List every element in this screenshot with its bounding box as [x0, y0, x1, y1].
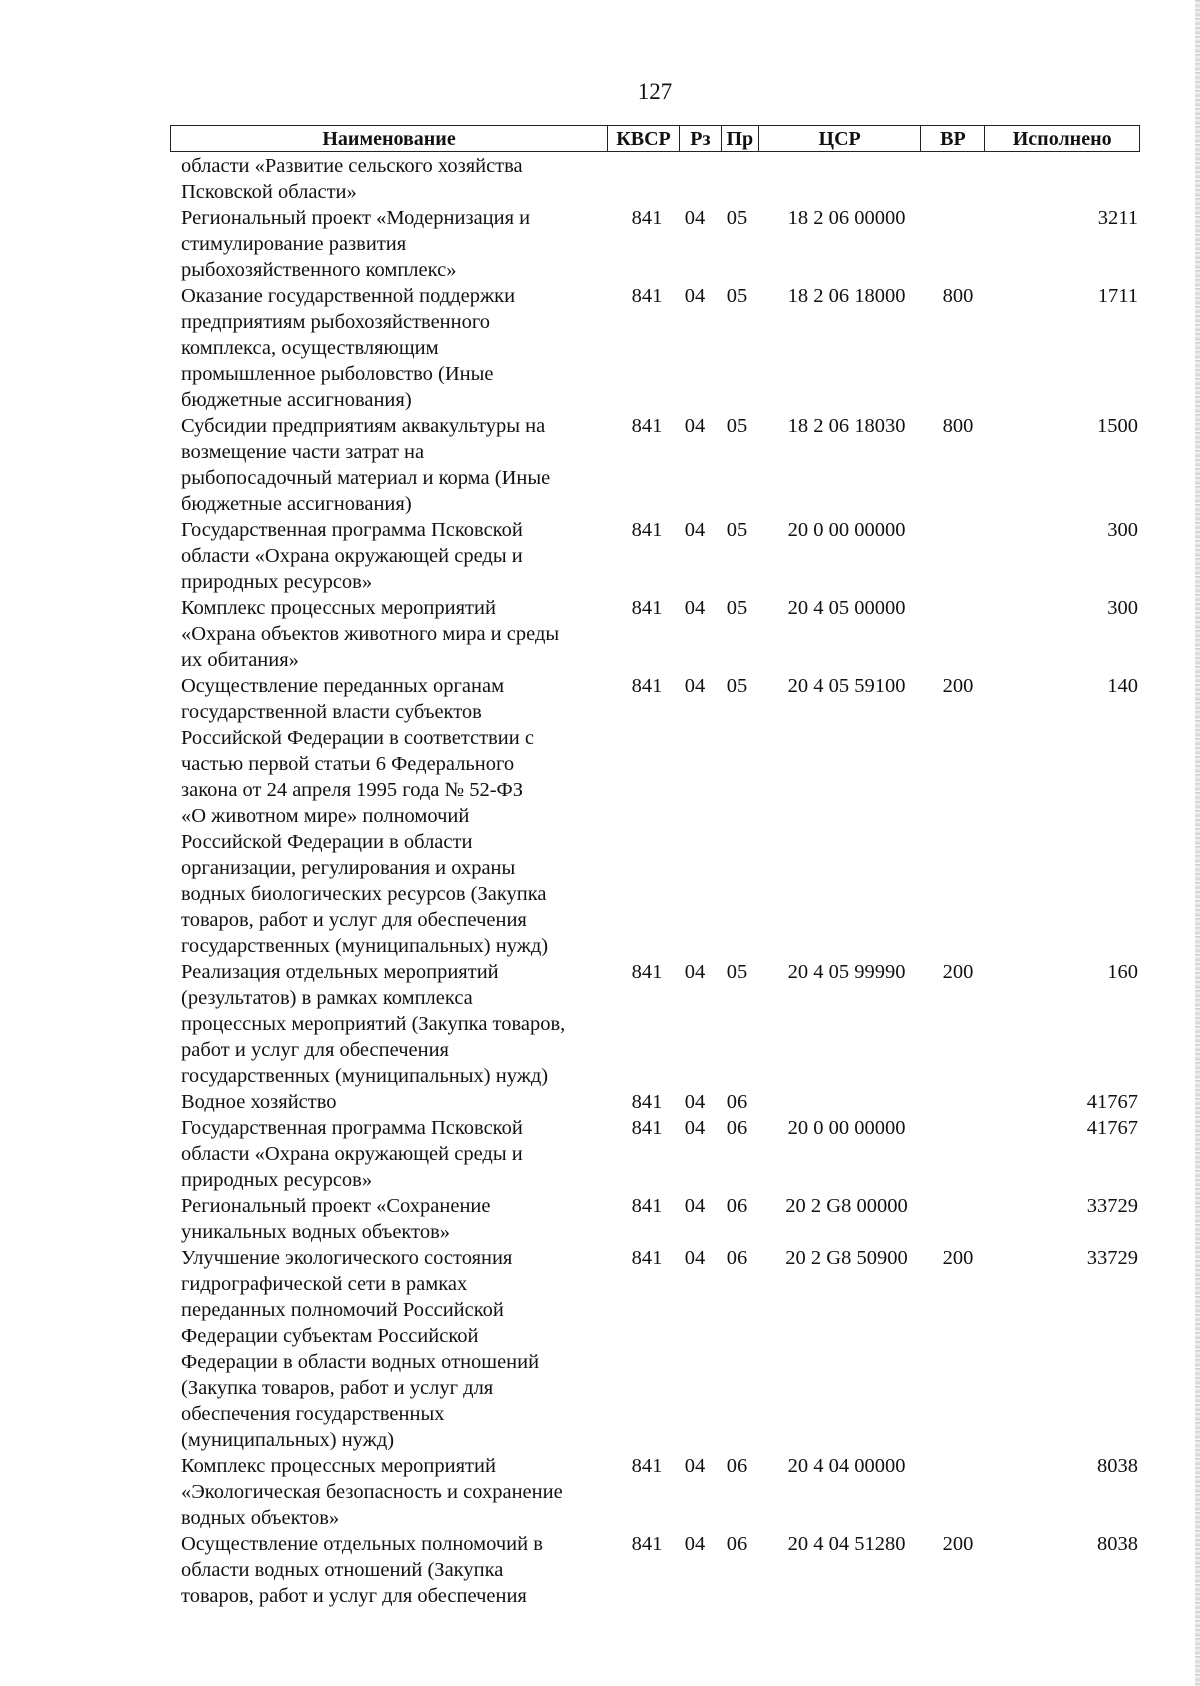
row-name-line: Субсидии предприятиям аквакультуры на [181, 415, 546, 437]
row-name-line: (муниципальных) нужд) [181, 1429, 395, 1451]
row-rz: 04 [684, 285, 706, 307]
row-csr: 20 0 00 00000 [787, 1117, 906, 1139]
row-name-line: уникальных водных объектов» [181, 1221, 450, 1243]
row-kvsr: 841 [631, 285, 663, 307]
row-rz: 04 [684, 1091, 706, 1113]
row-isp: 33729 [1086, 1195, 1138, 1217]
row-name [181, 205, 591, 283]
row-name-line: Осуществление отдельных полномочий в [181, 1533, 543, 1555]
table-row [181, 673, 1141, 959]
row-kvsr: 841 [631, 597, 663, 619]
row-name [181, 673, 591, 959]
row-name-line: Федерации субъектам Российской [181, 1325, 479, 1347]
row-vr [928, 1453, 988, 1531]
row-name-line: государственных (муниципальных) нужд) [181, 935, 549, 957]
row-vr [928, 1193, 988, 1245]
row-pr: 06 [726, 1091, 748, 1113]
row-csr: 20 2 G8 00000 [785, 1195, 908, 1217]
row-pr [715, 153, 759, 205]
table-row [181, 283, 1141, 413]
row-name-line: Оказание государственной поддержки [181, 285, 516, 307]
row-isp: 300 [1107, 597, 1138, 619]
row-name-line: (результатов) в рамках комплекса [181, 987, 473, 1009]
row-name-line: гидрографической сети в рамках [181, 1273, 468, 1295]
table-body [181, 153, 1141, 1609]
row-isp: 1711 [1097, 285, 1138, 307]
row-name-line: рыбохозяйственного комплекс» [181, 259, 457, 281]
row-name-line: Комплекс процессных мероприятий [181, 597, 496, 619]
row-pr: 05 [726, 285, 748, 307]
row-name-line: Водное хозяйство [181, 1091, 337, 1113]
row-vr: 200 [942, 1533, 974, 1555]
row-kvsr: 841 [631, 1091, 663, 1113]
header-kvsr: КВСР [608, 126, 680, 151]
row-csr: 20 4 05 99990 [787, 961, 906, 983]
row-isp: 3211 [1097, 207, 1138, 229]
row-kvsr: 841 [631, 207, 663, 229]
row-rz: 04 [684, 1455, 706, 1477]
table-row [181, 517, 1141, 595]
row-csr: 20 4 05 00000 [787, 597, 906, 619]
row-name-line: Псковской области» [181, 181, 357, 203]
row-csr: 18 2 06 18000 [787, 285, 906, 307]
row-name [181, 1245, 591, 1453]
row-name-line: (Закупка товаров, работ и услуг для [181, 1377, 494, 1399]
row-pr: 06 [726, 1455, 748, 1477]
row-csr: 18 2 06 18030 [787, 415, 906, 437]
row-name-line: переданных полномочий Российской [181, 1299, 504, 1321]
table-row [181, 1453, 1141, 1531]
row-name-line: государственных (муниципальных) нужд) [181, 1065, 549, 1087]
row-name-line: водных биологических ресурсов (Закупка [181, 883, 547, 905]
row-name-line: работ и услуг для обеспечения [181, 1039, 449, 1061]
row-csr: 20 2 G8 50900 [785, 1247, 908, 1269]
row-name [181, 959, 591, 1089]
header-ispolneno: Исполнено [1012, 128, 1112, 150]
row-kvsr: 841 [631, 415, 663, 437]
row-vr: 200 [942, 675, 974, 697]
header-vr: ВР [921, 126, 985, 151]
row-name [181, 153, 591, 205]
row-vr [928, 205, 988, 283]
row-csr: 18 2 06 00000 [787, 207, 906, 229]
row-pr: 05 [726, 519, 748, 541]
row-kvsr: 841 [631, 961, 663, 983]
row-name-line: процессных мероприятий (Закупка товаров, [181, 1013, 566, 1035]
row-name-line: Комплекс процессных мероприятий [181, 1455, 496, 1477]
row-name-line: Региональный проект «Сохранение [181, 1195, 491, 1217]
row-csr: 20 4 05 59100 [787, 675, 906, 697]
row-name-line: промышленное рыболовство (Иные [181, 363, 494, 385]
row-rz: 04 [684, 1247, 706, 1269]
row-isp: 1500 [1097, 415, 1138, 437]
row-name-line: товаров, работ и услуг для обеспечения [181, 1585, 527, 1607]
row-isp: 8038 [1097, 1455, 1138, 1477]
table-row [181, 413, 1141, 517]
row-pr: 06 [726, 1117, 748, 1139]
row-vr: 800 [942, 415, 974, 437]
header-rz: Рз [680, 126, 722, 151]
row-vr: 200 [942, 1247, 974, 1269]
row-vr [928, 1115, 988, 1193]
row-name-line: Российской Федерации в области [181, 831, 473, 853]
row-name-line: области «Охрана окружающей среды и [181, 545, 523, 567]
row-vr [928, 153, 988, 205]
row-rz: 04 [684, 519, 706, 541]
row-rz: 04 [684, 675, 706, 697]
row-name-line: «Охрана объектов животного мира и среды [181, 623, 560, 645]
row-rz: 04 [684, 207, 706, 229]
row-name-line: бюджетные ассигнования) [181, 389, 412, 411]
row-name-line: товаров, работ и услуг для обеспечения [181, 909, 527, 931]
header-name: Наименование [171, 126, 608, 151]
row-name-line: области «Охрана окружающей среды и [181, 1143, 523, 1165]
row-isp: 300 [1107, 519, 1138, 541]
row-pr: 06 [726, 1195, 748, 1217]
row-rz: 04 [684, 1195, 706, 1217]
row-name-line: Реализация отдельных мероприятий [181, 961, 499, 983]
row-kvsr: 841 [631, 1195, 663, 1217]
row-name-line: «Экологическая безопасность и сохранение [181, 1481, 563, 1503]
row-name-line: государственной власти субъектов [181, 701, 482, 723]
row-pr: 06 [726, 1533, 748, 1555]
row-vr [928, 1089, 988, 1115]
row-name-line: Осуществление переданных органам [181, 675, 505, 697]
row-kvsr: 841 [631, 1117, 663, 1139]
row-name-line: их обитания» [181, 649, 299, 671]
row-kvsr: 841 [631, 519, 663, 541]
table-header [170, 125, 1140, 152]
row-kvsr: 841 [631, 675, 663, 697]
row-pr: 05 [726, 961, 748, 983]
row-isp [988, 153, 1138, 205]
row-name [181, 1453, 591, 1531]
row-vr [928, 517, 988, 595]
row-isp: 8038 [1097, 1533, 1138, 1555]
row-name [181, 1115, 591, 1193]
row-rz: 04 [684, 415, 706, 437]
row-rz [675, 153, 715, 205]
row-isp: 140 [1107, 675, 1138, 697]
row-pr: 05 [726, 597, 748, 619]
row-name-line: водных объектов» [181, 1507, 340, 1529]
table-row [181, 959, 1141, 1089]
row-name-line: Улучшение экологического состояния [181, 1247, 513, 1269]
row-name-line: частью первой статьи 6 Федерального [181, 753, 515, 775]
row-name-line: Государственная программа Псковской [181, 519, 523, 541]
row-name [181, 1531, 591, 1609]
scan-edge [1195, 0, 1200, 1686]
row-name-line: «О животном мире» полномочий [181, 805, 470, 827]
row-kvsr: 841 [631, 1455, 663, 1477]
row-isp: 33729 [1086, 1247, 1138, 1269]
row-name-line: рыбопосадочный материал и корма (Иные [181, 467, 551, 489]
row-kvsr: 841 [631, 1247, 663, 1269]
table-row [181, 1193, 1141, 1245]
row-csr: 20 4 04 51280 [787, 1533, 906, 1555]
row-rz: 04 [684, 961, 706, 983]
row-name-line: Российской Федерации в соответствии с [181, 727, 534, 749]
row-name [181, 283, 591, 413]
row-name-line: возмещение части затрат на [181, 441, 425, 463]
page-number: 127 [637, 79, 673, 104]
row-vr: 800 [942, 285, 974, 307]
row-name-line: стимулирование развития [181, 233, 407, 255]
row-name [181, 1193, 591, 1245]
row-name-line: предприятиям рыбохозяйственного [181, 311, 491, 333]
row-isp: 41767 [1086, 1117, 1138, 1139]
row-isp: 41767 [1086, 1091, 1138, 1113]
table-row [181, 1245, 1141, 1453]
table-row [181, 1089, 1141, 1115]
row-name [181, 1089, 591, 1115]
row-name [181, 595, 591, 673]
row-pr: 05 [726, 675, 748, 697]
row-csr [765, 153, 928, 205]
table-row [181, 1115, 1141, 1193]
row-name [181, 517, 591, 595]
row-name-line: Региональный проект «Модернизация и [181, 207, 531, 229]
row-csr [765, 1089, 928, 1115]
row-vr: 200 [942, 961, 974, 983]
row-name-line: бюджетные ассигнования) [181, 493, 412, 515]
header-csr: ЦСР [759, 126, 922, 151]
row-name-line: области «Развитие сельского хозяйства [181, 155, 523, 177]
header-pr: Пр [722, 126, 759, 151]
table-row [181, 153, 1141, 205]
row-kvsr [619, 153, 675, 205]
row-name-line: организации, регулирования и охраны [181, 857, 516, 879]
row-name-line: Государственная программа Псковской [181, 1117, 523, 1139]
row-name-line: закона от 24 апреля 1995 года № 52-ФЗ [181, 779, 523, 801]
row-name-line: природных ресурсов» [181, 571, 373, 593]
row-name-line: области водных отношений (Закупка [181, 1559, 504, 1581]
row-rz: 04 [684, 1117, 706, 1139]
row-rz: 04 [684, 597, 706, 619]
row-name [181, 413, 591, 517]
row-pr: 06 [726, 1247, 748, 1269]
row-pr: 05 [726, 415, 748, 437]
row-rz: 04 [684, 1533, 706, 1555]
row-pr: 05 [726, 207, 748, 229]
row-name-line: обеспечения государственных [181, 1403, 445, 1425]
table-row [181, 205, 1141, 283]
row-name-line: комплекса, осуществляющим [181, 337, 439, 359]
row-csr: 20 0 00 00000 [787, 519, 906, 541]
table-row [181, 595, 1141, 673]
row-csr: 20 4 04 00000 [787, 1455, 906, 1477]
table-row [181, 1531, 1141, 1609]
row-isp: 160 [1107, 961, 1138, 983]
row-vr [928, 595, 988, 673]
row-name-line: природных ресурсов» [181, 1169, 373, 1191]
row-kvsr: 841 [631, 1533, 663, 1555]
row-name-line: Федерации в области водных отношений [181, 1351, 540, 1373]
